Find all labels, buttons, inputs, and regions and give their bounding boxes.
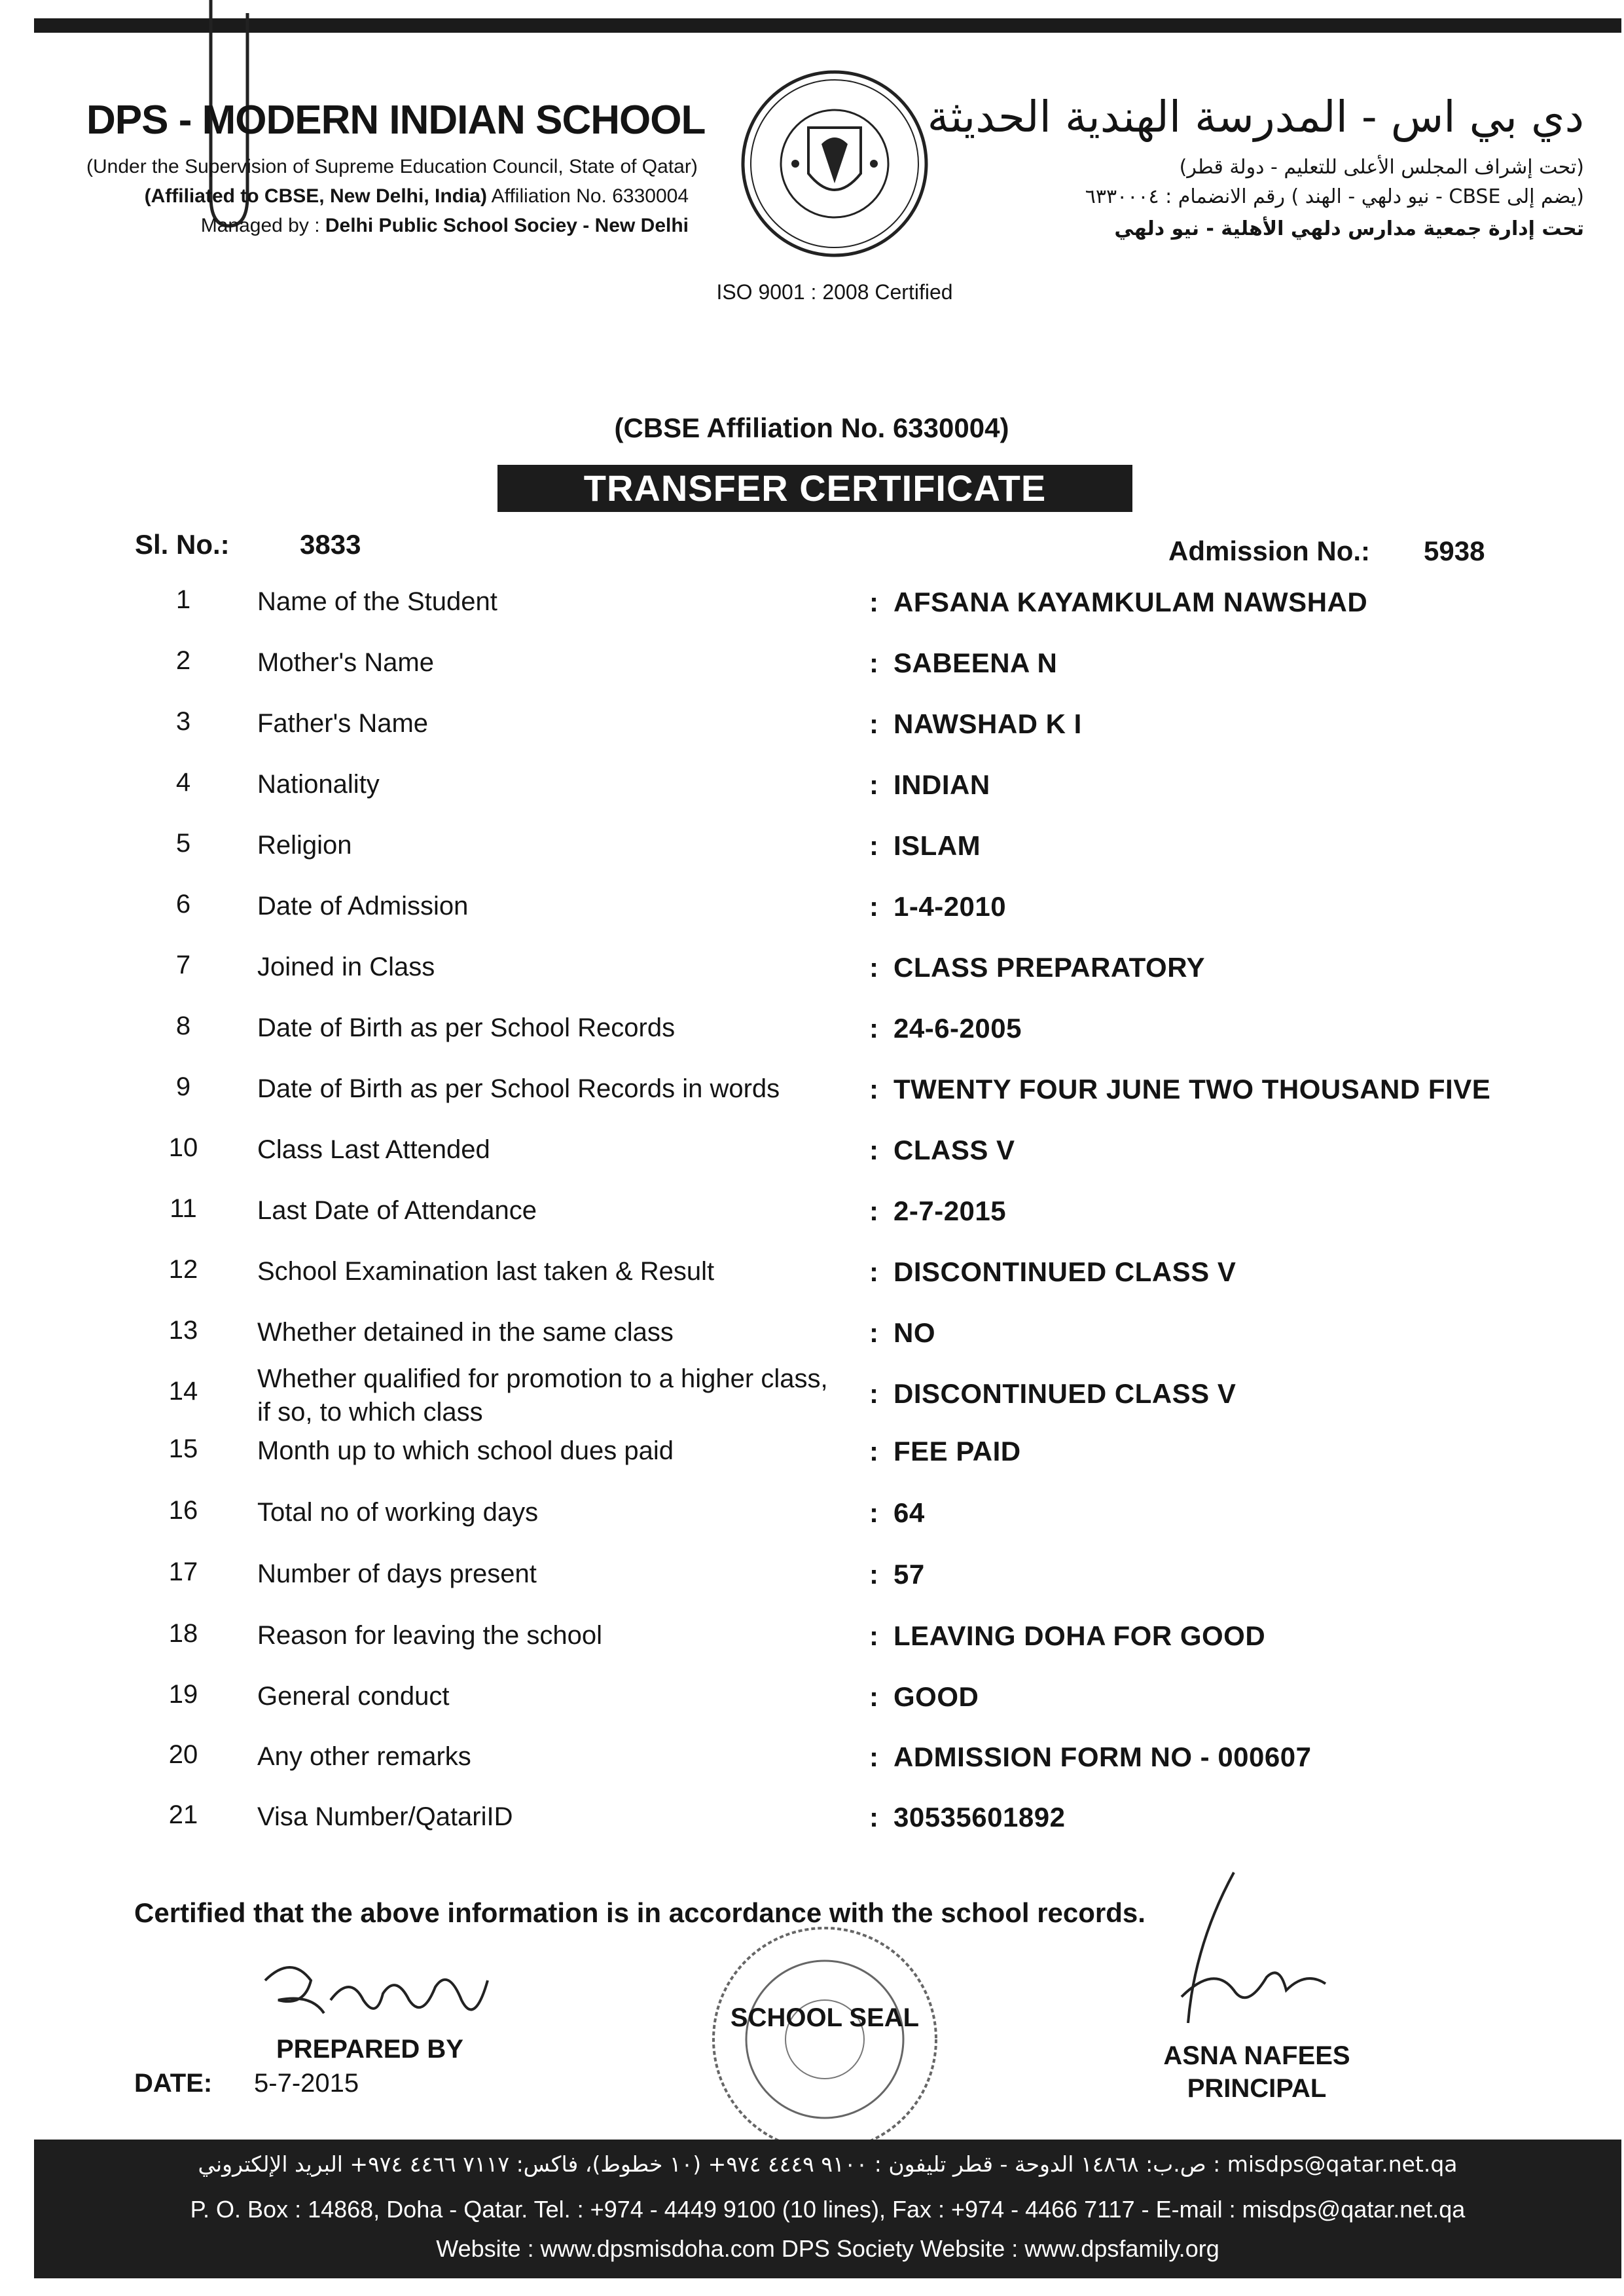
field-label: Nationality <box>257 770 380 799</box>
field-number: 11 <box>170 1194 197 1223</box>
school-seal-stamp-icon <box>704 1918 946 2160</box>
field-number: 20 <box>168 1740 198 1769</box>
field-colon: : <box>869 1013 878 1044</box>
field-value: 30535601892 <box>893 1802 1066 1832</box>
field-number: 3 <box>175 707 191 736</box>
supervision-line: (Under the Supervision of Supreme Education Council, State of Qatar) <box>86 156 698 177</box>
field-label: Total no of working days <box>257 1498 539 1527</box>
field-label: Month up to which school dues paid <box>257 1436 674 1465</box>
field-label: Number of days present <box>257 1559 537 1588</box>
affiliation-bold: (Affiliated to CBSE, New Delhi, India) <box>144 185 487 207</box>
field-number: 18 <box>168 1619 198 1648</box>
field-row <box>0 1546 1624 1598</box>
admission-number-value: 5938 <box>1424 536 1485 566</box>
field-label: Religion <box>257 831 352 860</box>
field-number: 12 <box>168 1255 198 1284</box>
contact-address: P. O. Box : 14868, Doha - Qatar. Tel. : +974 - 4449 9100 (10 lines), Fax : +974 - 4466 7117 - E-mail : misdps@qatar.net.qa <box>190 2196 1466 2223</box>
field-row <box>0 939 1624 991</box>
date-label: DATE: <box>134 2069 213 2098</box>
field-colon: : <box>869 1497 878 1528</box>
school-emblem-icon <box>736 65 933 262</box>
field-value: INDIAN <box>893 769 990 800</box>
field-number: 10 <box>168 1133 198 1162</box>
serial-number-value: 3833 <box>300 529 361 560</box>
field-colon: : <box>869 1074 878 1104</box>
school-name: DPS - MODERN INDIAN SCHOOL <box>86 98 706 143</box>
field-row <box>0 878 1624 930</box>
field-label: Joined in Class <box>257 953 435 981</box>
field-label: Date of Birth as per School Records in words <box>257 1074 780 1103</box>
affiliation-line-arabic: (يضم إلى CBSE - نيو دلهي - الهند ) رقم الانضمام : ٦٣٣٠٠٠٤ <box>1085 185 1584 208</box>
field-label: Date of Admission <box>257 892 469 920</box>
field-number: 16 <box>168 1496 198 1525</box>
field-colon: : <box>869 1317 878 1348</box>
field-colon: : <box>869 1559 878 1590</box>
field-colon: : <box>869 1195 878 1226</box>
field-colon: : <box>869 587 878 617</box>
field-number: 17 <box>168 1558 198 1586</box>
principal-signature-icon <box>1155 1866 1345 2036</box>
field-label: Class Last Attended <box>257 1135 490 1164</box>
field-label: Whether detained in the same class <box>257 1318 674 1347</box>
affiliation-line <box>86 185 689 208</box>
field-value: 1-4-2010 <box>893 891 1007 922</box>
field-label <box>257 1362 859 1429</box>
field-colon: : <box>869 830 878 861</box>
field-colon: : <box>869 1135 878 1165</box>
field-colon: : <box>869 647 878 678</box>
field-number: 8 <box>175 1011 191 1040</box>
field-colon: : <box>869 769 878 800</box>
field-number: 6 <box>175 890 191 919</box>
field-value: NAWSHAD K I <box>893 708 1082 739</box>
field-colon: : <box>869 1681 878 1712</box>
field-label: Visa Number/QatariID <box>257 1802 513 1831</box>
contact-arabic: ص.ب: ١٤٨٦٨ الدوحة - قطر تليفون : ٩١٠٠ ٤٤٤٩ ٩٧٤+ (١٠ خطوط)، فاكس: ٧١١٧ ٤٤٦٦ ٩٧٤+ البريد الإلكتروني : misdps@qatar.net.qa <box>198 2151 1458 2177</box>
field-number: 4 <box>175 768 191 797</box>
certification-statement: Certified that the above information is in accordance with the school records. <box>134 1897 1146 1928</box>
field-row <box>0 817 1624 869</box>
affiliation-number: Affiliation No. 6330004 <box>486 185 689 207</box>
document-title: TRANSFER CERTIFICATE <box>497 465 1132 512</box>
supervision-line-arabic: (تحت إشراف المجلس الأعلى للتعليم - دولة قطر) <box>1179 156 1584 179</box>
field-value: 64 <box>893 1497 925 1528</box>
school-seal-label: SCHOOL SEAL <box>730 2003 920 2032</box>
field-value: DISCONTINUED CLASS V <box>893 1256 1236 1287</box>
field-value: GOOD <box>893 1681 979 1712</box>
field-colon: : <box>869 952 878 983</box>
field-value: DISCONTINUED CLASS V <box>893 1378 1236 1409</box>
field-value: TWENTY FOUR JUNE TWO THOUSAND FIVE <box>893 1074 1491 1104</box>
field-label: Father's Name <box>257 709 429 738</box>
field-value: CLASS V <box>893 1135 1015 1165</box>
school-name-arabic: دي بي اس - المدرسة الهندية الحديثة <box>927 92 1584 142</box>
field-number: 19 <box>168 1680 198 1709</box>
field-row <box>0 1304 1624 1357</box>
field-row <box>0 1423 1624 1475</box>
field-colon: : <box>869 1436 878 1467</box>
field-label: Reason for leaving the school <box>257 1621 602 1650</box>
field-row <box>0 1484 1624 1537</box>
managed-by-prefix: Managed by : <box>200 215 325 236</box>
field-row <box>0 695 1624 748</box>
field-number: 2 <box>175 646 191 675</box>
field-row <box>0 574 1624 626</box>
field-number: 15 <box>168 1434 198 1463</box>
contact-footer <box>34 2140 1621 2278</box>
prepared-by-label: PREPARED BY <box>276 2035 463 2064</box>
field-number: 14 <box>168 1377 198 1406</box>
field-row <box>0 1121 1624 1174</box>
field-colon: : <box>869 1378 878 1409</box>
field-value: FEE PAID <box>893 1436 1021 1467</box>
field-number: 5 <box>175 829 191 858</box>
field-value: 2-7-2015 <box>893 1195 1007 1226</box>
field-row <box>0 634 1624 687</box>
iso-certification: ISO 9001 : 2008 Certified <box>716 280 953 304</box>
field-row <box>0 1728 1624 1781</box>
field-label-line1: Whether qualified for promotion to a higher class, <box>257 1364 828 1393</box>
field-row <box>0 1789 1624 1841</box>
field-value: 57 <box>893 1559 925 1590</box>
field-colon: : <box>869 1620 878 1651</box>
managed-by-society: Delhi Public School Sociey - New Delhi <box>325 215 689 236</box>
field-value: ISLAM <box>893 830 981 861</box>
field-label: General conduct <box>257 1682 450 1711</box>
field-number: 21 <box>168 1800 198 1829</box>
field-value: 24-6-2005 <box>893 1013 1022 1044</box>
field-row <box>0 756 1624 809</box>
field-colon: : <box>869 1802 878 1832</box>
field-colon: : <box>869 708 878 739</box>
admission-number-label: Admission No.: <box>1168 536 1371 566</box>
field-label: Date of Birth as per School Records <box>257 1013 676 1042</box>
field-value: CLASS PREPARATORY <box>893 952 1205 983</box>
field-value: LEAVING DOHA FOR GOOD <box>893 1620 1266 1651</box>
field-row <box>0 1607 1624 1660</box>
managed-by-line-arabic: تحت إدارة جمعية مدارس دلهي الأهلية - نيو دلهي <box>1114 217 1584 240</box>
field-number: 7 <box>175 951 191 979</box>
field-row <box>0 1243 1624 1296</box>
field-value: NO <box>893 1317 935 1348</box>
field-row <box>0 1668 1624 1721</box>
field-label: Mother's Name <box>257 648 434 677</box>
field-label: Any other remarks <box>257 1742 471 1771</box>
field-value: SABEENA N <box>893 647 1058 678</box>
principal-name: ASNA NAFEES <box>1163 2041 1350 2070</box>
field-number: 1 <box>175 585 191 614</box>
field-value: AFSANA KAYAMKULAM NAWSHAD <box>893 587 1368 617</box>
field-number: 9 <box>175 1072 191 1101</box>
field-value: ADMISSION FORM NO - 000607 <box>893 1741 1312 1772</box>
principal-title: PRINCIPAL <box>1187 2074 1327 2103</box>
field-colon: : <box>869 1741 878 1772</box>
field-label-line2: if so, to which class <box>257 1398 483 1427</box>
managed-by-line <box>86 215 689 237</box>
field-row <box>0 1364 1624 1427</box>
top-rule <box>34 18 1621 33</box>
field-row <box>0 1000 1624 1052</box>
field-label: Last Date of Attendance <box>257 1196 537 1225</box>
field-label: School Examination last taken & Result <box>257 1257 715 1286</box>
field-row <box>0 1182 1624 1235</box>
date-value: 5-7-2015 <box>254 2069 359 2098</box>
field-label: Name of the Student <box>257 587 497 616</box>
cbse-affiliation: (CBSE Affiliation No. 6330004) <box>614 412 1009 443</box>
field-row <box>0 1061 1624 1113</box>
field-colon: : <box>869 891 878 922</box>
contact-websites: Website : www.dpsmisdoha.com DPS Society Website : www.dpsfamily.org <box>436 2235 1219 2262</box>
field-number: 13 <box>168 1316 198 1345</box>
serial-number-label: Sl. No.: <box>135 529 230 560</box>
field-colon: : <box>869 1256 878 1287</box>
preparer-signature-icon <box>252 1941 501 2039</box>
